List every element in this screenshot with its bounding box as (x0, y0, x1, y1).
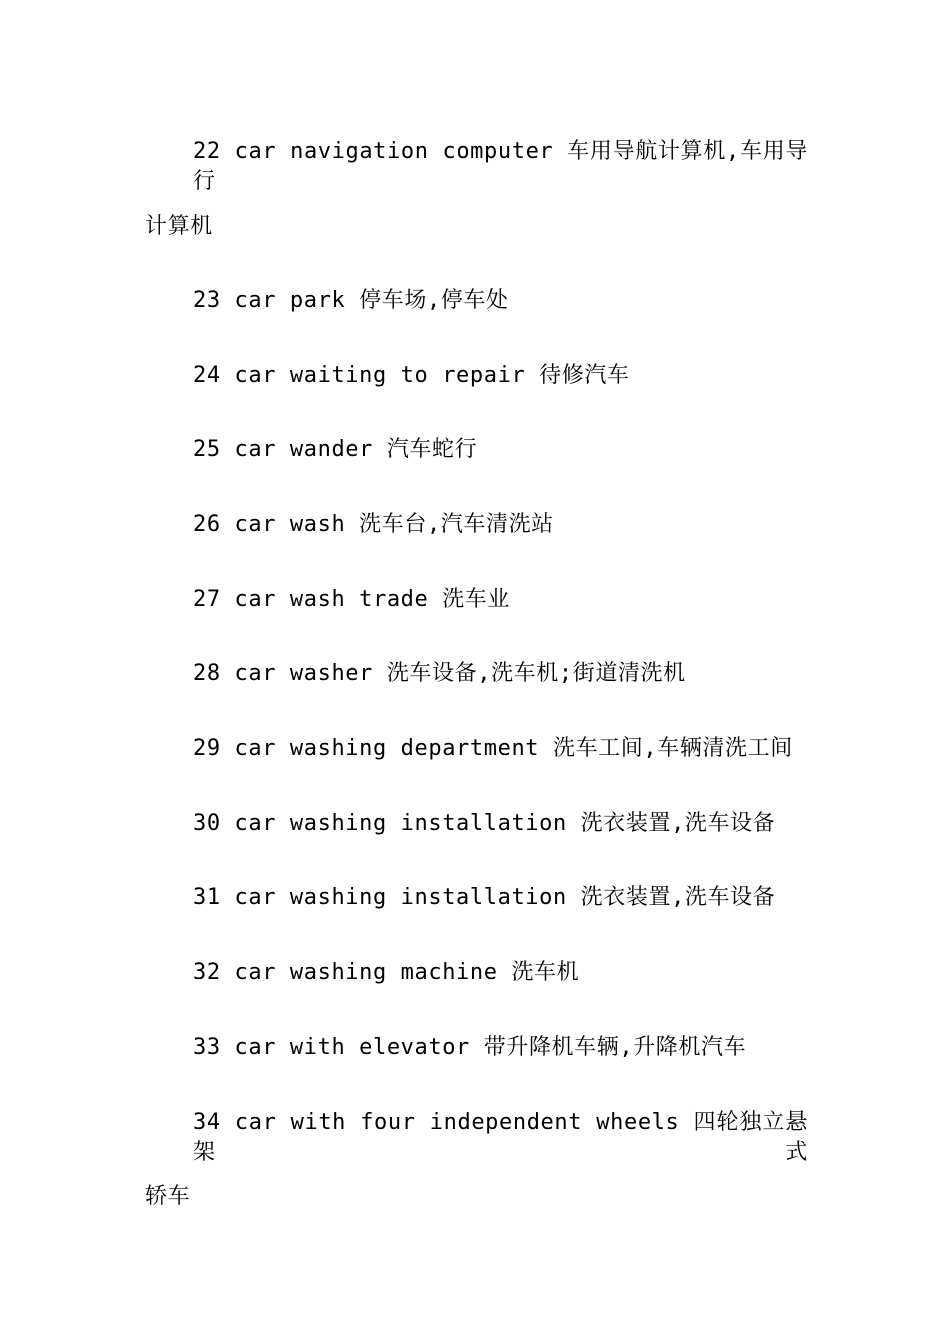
entry-22-line-1: 22 car navigation computer 车用导航计算机,车用导行 (193, 139, 808, 194)
entry-27: 27 car wash trade 洗车业 (193, 587, 511, 612)
entry-22-line-2: 计算机 (145, 214, 213, 239)
entry-34-line-1: 34 car with four independent wheels 四轮独立悬架式 (193, 1110, 808, 1165)
entry-29: 29 car washing department 洗车工间,车辆清洗工间 (193, 736, 793, 761)
entry-26: 26 car wash 洗车台,汽车清洗站 (193, 512, 554, 537)
entry-24: 24 car waiting to repair 待修汽车 (193, 363, 630, 388)
entry-32: 32 car washing machine 洗车机 (193, 960, 580, 985)
entry-31: 31 car washing installation 洗衣装置,洗车设备 (193, 885, 776, 910)
entry-34-line-2: 轿车 (145, 1184, 191, 1209)
entry-25: 25 car wander 汽车蛇行 (193, 437, 478, 462)
entry-30: 30 car washing installation 洗衣装置,洗车设备 (193, 811, 776, 836)
entry-28: 28 car washer 洗车设备,洗车机;街道清洗机 (193, 661, 686, 686)
entry-23: 23 car park 停车场,停车处 (193, 288, 509, 313)
entry-33: 33 car with elevator 带升降机车辆,升降机汽车 (193, 1035, 747, 1060)
